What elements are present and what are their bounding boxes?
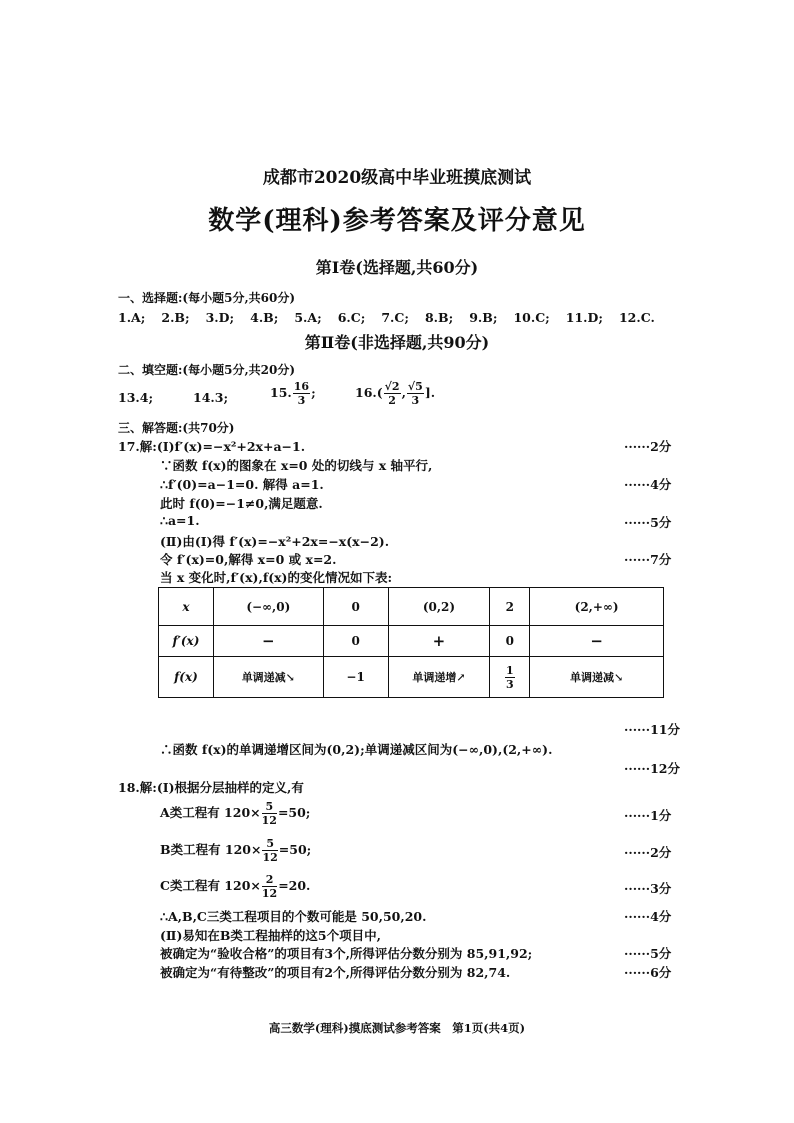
score-mark: ······2分: [624, 845, 672, 860]
score-mark: ······5分: [624, 946, 672, 961]
answer-item: 4.B;: [250, 310, 279, 325]
answer-item: 3.D;: [205, 310, 235, 325]
table-cell: 单调递减↘: [530, 657, 664, 698]
table-cell: x: [159, 588, 214, 626]
table-row: [159, 588, 664, 626]
fraction: [505, 665, 515, 690]
score-mark: ······4分: [624, 909, 672, 924]
table-cell: −: [530, 626, 664, 657]
fill-answer-13: 13.4;: [118, 390, 154, 405]
q17-line-3: ∴f′(0)=a−1=0. 解得 a=1.: [160, 477, 324, 492]
score-mark: ······12分: [624, 761, 681, 776]
table-cell: 2: [490, 588, 530, 626]
fraction-numerator: 5: [262, 838, 277, 851]
table-cell: 0: [323, 626, 388, 657]
table-row: [159, 657, 664, 698]
score-mark: ······4分: [624, 477, 672, 492]
q16-suffix: ].: [424, 385, 436, 400]
table-row: [159, 626, 664, 657]
mcq-section-heading: 一、选择题:(每小题5分,共60分): [118, 291, 296, 305]
score-mark: ······1分: [624, 808, 672, 823]
score-mark: ······2分: [624, 439, 672, 454]
table-cell: 0: [490, 626, 530, 657]
table-cell: −1: [323, 657, 388, 698]
q17-line-7: 令 f′(x)=0,解得 x=0 或 x=2.: [160, 552, 337, 567]
fill-answer-16: [355, 381, 435, 406]
q15-prefix: 15.: [270, 385, 292, 400]
text: C类工程有 120×: [160, 878, 261, 893]
table-cell: +: [388, 626, 490, 657]
q16-prefix: 16.(: [355, 385, 383, 400]
fraction-denominator: 2: [388, 394, 396, 407]
score-mark: ······3分: [624, 881, 672, 896]
table-cell: −: [213, 626, 323, 657]
part2-title: 第Ⅱ卷(非选择题,共90分): [304, 333, 490, 352]
fraction: [262, 801, 277, 826]
score-mark: ······5分: [624, 515, 672, 530]
q17-line-4: 此时 f(0)=−1≠0,满足题意.: [160, 496, 323, 511]
fraction-denominator: 12: [261, 887, 278, 900]
table-cell: (0,2): [388, 588, 490, 626]
solve-section-heading: 三、解答题:(共70分): [118, 421, 235, 435]
table-cell: 单调递增↗: [388, 657, 490, 698]
document-title: 数学(理科)参考答案及评分意见: [208, 206, 586, 236]
mcq-answers: [118, 310, 655, 325]
fill-section-heading: 二、填空题:(每小题5分,共20分): [118, 363, 296, 377]
table-cell: 单调递减↘: [213, 657, 323, 698]
part1-title: 第Ⅰ卷(选择题,共60分): [315, 258, 479, 277]
answer-item: 2.B;: [161, 310, 190, 325]
fraction-numerator: 1: [505, 663, 514, 677]
answer-item: 1.A;: [118, 310, 146, 325]
answer-item: 12.C.: [618, 310, 655, 325]
answer-item: 6.C;: [337, 310, 366, 325]
text: =20.: [278, 878, 311, 893]
q17-line-9: ∴函数 f(x)的单调递增区间为(0,2);单调递减区间为(−∞,0),(2,+∞).: [160, 742, 553, 757]
answer-item: 8.B;: [424, 310, 454, 325]
fill-answer-15: [270, 381, 316, 406]
fraction: [262, 838, 277, 863]
fraction-denominator: 12: [261, 814, 277, 827]
fraction-denominator: 3: [297, 394, 306, 407]
table-cell: (2,+∞): [530, 588, 664, 626]
q18-line-3: (Ⅱ)易知在B类工程抽样的这5个项目中,: [160, 928, 381, 943]
q18-line-c: [160, 874, 310, 899]
fraction-denominator: 3: [411, 394, 420, 407]
fraction-numerator: √5: [407, 380, 423, 393]
fraction-numerator: 16: [293, 380, 310, 393]
q17-line-1: 17.解:(Ⅰ)f′(x)=−x²+2x+a−1.: [118, 439, 306, 454]
q16-separator: ,: [401, 385, 406, 400]
fraction-numerator: 5: [262, 801, 277, 814]
score-mark: ······6分: [624, 965, 672, 980]
answer-item: 9.B;: [469, 310, 498, 325]
text: =50;: [278, 842, 312, 857]
variation-table: [158, 587, 664, 698]
table-cell: f(x): [159, 657, 214, 698]
q18-line-a: [160, 801, 310, 826]
q17-line-6: (Ⅱ)由(Ⅰ)得 f′(x)=−x²+2x=−x(x−2).: [160, 534, 390, 549]
answer-item: 5.A;: [294, 310, 322, 325]
text: A类工程有 120×: [160, 805, 261, 820]
table-cell: (−∞,0): [213, 588, 323, 626]
fraction-denominator: 3: [505, 677, 514, 691]
q18-line-4: 被确定为“验收合格”的项目有3个,所得评估分数分别为 85,91,92;: [160, 946, 533, 961]
exam-title: 成都市2020级高中毕业班摸底测试: [262, 168, 532, 188]
answer-item: 7.C;: [381, 310, 409, 325]
fill-answer-14: 14.3;: [193, 390, 229, 405]
q17-line-5: ∴a=1.: [160, 513, 200, 528]
q18-line-1: 18.解:(Ⅰ)根据分层抽样的定义,有: [118, 780, 304, 795]
q17-line-2: ∵函数 f(x)的图象在 x=0 处的切线与 x 轴平行,: [160, 458, 433, 473]
fraction: [384, 381, 401, 406]
fraction-numerator: 2: [262, 874, 277, 887]
fraction: [293, 381, 310, 406]
q17-line-8: 当 x 变化时,f′(x),f(x)的变化情况如下表:: [160, 570, 393, 585]
fraction-denominator: 12: [262, 851, 278, 864]
table-cell: [490, 657, 530, 698]
score-mark: ······7分: [624, 552, 672, 567]
q18-line-2: ∴A,B,C三类工程项目的个数可能是 50,50,20.: [160, 909, 427, 924]
q15-suffix: ;: [311, 385, 316, 400]
text: B类工程有 120×: [160, 842, 262, 857]
fraction: [262, 874, 277, 899]
page-footer: 高三数学(理科)摸底测试参考答案 第1页(共4页): [268, 1021, 526, 1035]
table-cell: f′(x): [159, 626, 214, 657]
q18-line-5: 被确定为“有待整改”的项目有2个,所得评估分数分别为 82,74.: [160, 965, 511, 980]
text: =50;: [277, 805, 311, 820]
table-cell: 0: [323, 588, 388, 626]
fraction: [407, 381, 424, 406]
answer-item: 11.D;: [565, 310, 603, 325]
score-mark: ······11分: [624, 722, 681, 737]
q18-line-b: [160, 838, 311, 863]
fraction-numerator: √2: [384, 380, 400, 393]
answer-item: 10.C;: [513, 310, 550, 325]
